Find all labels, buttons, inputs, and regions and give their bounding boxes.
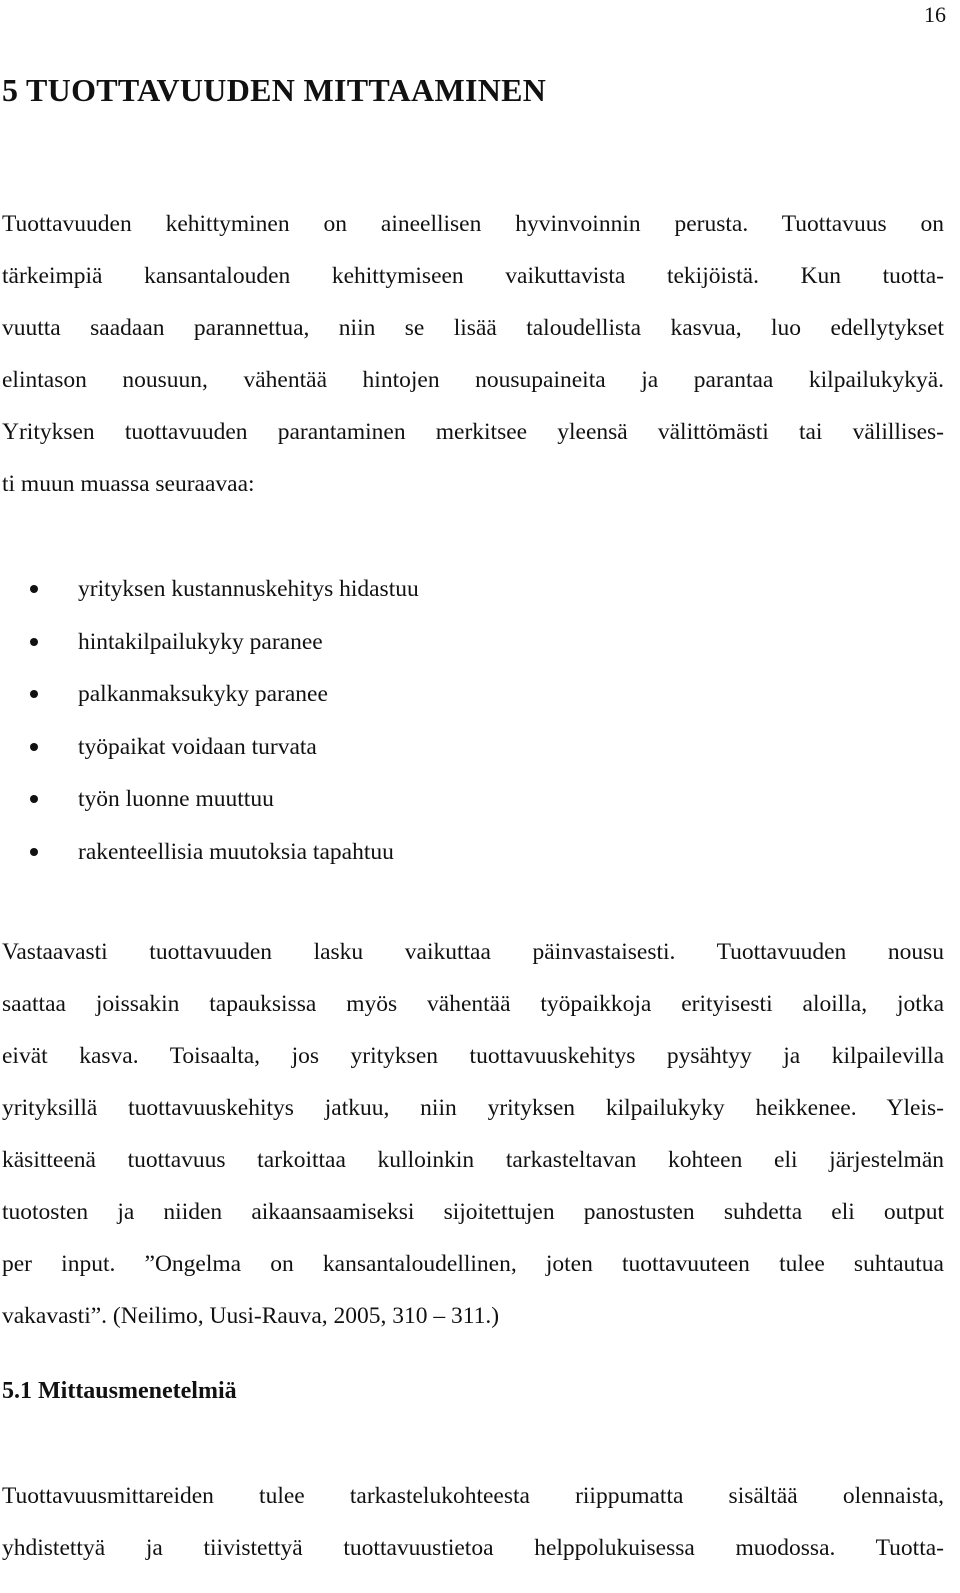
bullet-icon [30,585,38,593]
paragraph-line: tärkeimpiä kansantalouden kehittymiseen vaikuttavista tekijöistä. Kun tuotta- [2,263,944,289]
list-item [2,773,419,826]
list-item [2,826,419,879]
list-item [2,721,419,774]
chapter-title: 5 TUOTTAVUUDEN MITTAAMINEN [2,72,547,108]
list-item-text: työn luonne muuttuu [78,786,274,812]
paragraph-line: elintason nousuun, vähentää hintojen nousupaineita ja parantaa kilpailukykyä. [2,367,944,393]
bullet-icon [30,690,38,698]
list-item [2,616,419,669]
paragraph-line: saattaa joissakin tapauksissa myös vähentää työpaikkoja erityisesti aloilla, jotka [2,991,944,1017]
section-title: 5.1 Mittausmenetelmiä [2,1378,237,1404]
paragraph-methods [2,1470,944,1574]
list-item-text: rakenteellisia muutoksia tapahtuu [78,838,394,865]
list-item-text: yrityksen kustannuskehitys hidastuu [78,576,419,602]
paragraph-consequences [2,926,944,1342]
bullet-icon [30,795,38,803]
page-number: 16 [924,2,946,27]
paragraph-line: eivät kasva. Toisaalta, jos yrityksen tuottavuuskehitys pysähtyy ja kilpailevilla [2,1043,944,1069]
paragraph-line: käsitteenä tuottavuus tarkoittaa kulloinkin tarkasteltavan kohteen eli järjestelmän [2,1147,944,1173]
paragraph-line: Tuottavuuden kehittyminen on aineellisen hyvinvoinnin perusta. Tuottavuus on [2,211,944,237]
bullet-icon [30,638,38,646]
list-item [2,563,419,616]
list-item-text: työpaikat voidaan turvata [78,733,317,760]
paragraph-line: Tuottavuusmittareiden tulee tarkastelukohteesta riippumatta sisältää olennaista, [2,1483,944,1509]
list-item-text: palkanmaksukyky paranee [78,681,328,707]
bullet-list [2,563,419,878]
list-item-text: hintakilpailukyky paranee [78,628,323,655]
list-item [2,668,419,721]
paragraph-line: Vastaavasti tuottavuuden lasku vaikuttaa päinvastaisesti. Tuottavuuden nousu [2,939,944,965]
paragraph-intro [2,198,944,510]
paragraph-line: tuotosten ja niiden aikaansaamiseksi sijoitettujen panostusten suhdetta eli output [2,1199,944,1225]
paragraph-line: yrityksillä tuottavuuskehitys jatkuu, niin yrityksen kilpailukyky heikkenee. Yleis- [2,1095,944,1121]
paragraph-line: vakavasti”. (Neilimo, Uusi-Rauva, 2005, 310 – 311.) [2,1303,500,1329]
paragraph-line: yhdistettyä ja tiivistettyä tuottavuustietoa helppolukuisessa muodossa. Tuotta- [2,1535,944,1561]
paragraph-line: ti muun muassa seuraavaa: [2,471,255,497]
paragraph-line: per input. ”Ongelma on kansantaloudellinen, joten tuottavuuteen tulee suhtautua [2,1251,944,1277]
paragraph-line: Yrityksen tuottavuuden parantaminen merkitsee yleensä välittömästi tai välillises- [2,419,944,445]
bullet-icon [30,848,38,856]
paragraph-line: vuutta saadaan parannettua, niin se lisää taloudellista kasvua, luo edellytykset [2,315,944,341]
bullet-icon [30,743,38,751]
